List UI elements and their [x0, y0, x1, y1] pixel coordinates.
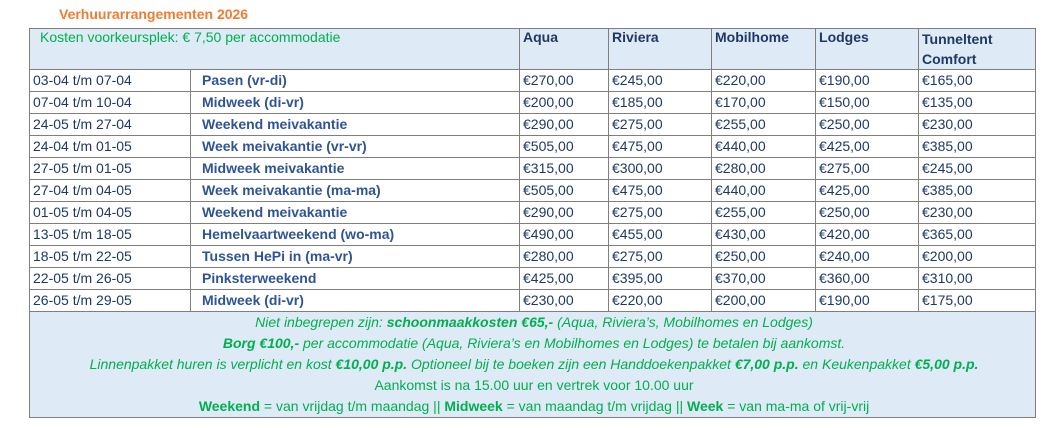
price-lodges: €425,00 — [816, 136, 919, 158]
price-aqua: €200,00 — [520, 92, 609, 114]
row-period: Tussen HePi in (ma-vr) — [191, 246, 520, 268]
row-dates: 03-04 t/m 07-04 — [30, 70, 191, 92]
rates-table — [29, 28, 1036, 418]
table-row — [30, 290, 1036, 312]
price-mobilhome: €250,00 — [712, 246, 816, 268]
price-riviera: €395,00 — [609, 268, 712, 290]
price-aqua: €505,00 — [520, 136, 609, 158]
row-period: Midweek (di-vr) — [191, 92, 520, 114]
table-row — [30, 268, 1036, 290]
row-dates: 24-05 t/m 27-04 — [30, 114, 191, 136]
price-tunneltent: €385,00 — [919, 180, 1036, 202]
price-tunneltent: €230,00 — [919, 202, 1036, 224]
price-riviera: €300,00 — [609, 158, 712, 180]
row-period: Week meivakantie (ma-ma) — [191, 180, 520, 202]
price-lodges: €240,00 — [816, 246, 919, 268]
price-tunneltent: €230,00 — [919, 114, 1036, 136]
price-mobilhome: €200,00 — [712, 290, 816, 312]
price-riviera: €220,00 — [609, 290, 712, 312]
table-row — [30, 224, 1036, 246]
price-mobilhome: €370,00 — [712, 268, 816, 290]
price-aqua: €290,00 — [520, 114, 609, 136]
row-period: Pinksterweekend — [191, 268, 520, 290]
price-riviera: €185,00 — [609, 92, 712, 114]
row-dates: 26-05 t/m 29-05 — [30, 290, 191, 312]
price-tunneltent: €175,00 — [919, 290, 1036, 312]
note-not-included: Niet inbegrepen zijn: schoonmaakkosten €65,- (Aqua, Riviera’s, Mobilhomes en Lodges) — [255, 314, 813, 330]
note-linen: Linnenpakket huren is verplicht en kost €10,00 p.p. Optioneel bij te boeken zijn een Handdoekenpakket €7,00 p.p. en Keukenpakket €5,00 p.p. — [89, 356, 979, 372]
row-period: Midweek meivakantie — [191, 158, 520, 180]
row-dates: 18-05 t/m 22-05 — [30, 246, 191, 268]
row-dates: 27-05 t/m 01-05 — [30, 158, 191, 180]
price-tunneltent: €310,00 — [919, 268, 1036, 290]
column-header-lodges: Lodges — [816, 29, 919, 70]
price-lodges: €360,00 — [816, 268, 919, 290]
table-row — [30, 180, 1036, 202]
price-lodges: €190,00 — [816, 70, 919, 92]
row-period: Midweek (di-vr) — [191, 290, 520, 312]
price-lodges: €275,00 — [816, 158, 919, 180]
note-definitions: Weekend = van vrijdag t/m maandag || Midweek = van maandag t/m vrijdag || Week = van ma-ma of vrij-vrij — [198, 398, 870, 414]
table-row — [30, 202, 1036, 224]
price-aqua: €290,00 — [520, 202, 609, 224]
note-arrival: Aankomst is na 15.00 uur en vertrek voor 10.00 uur — [374, 377, 694, 393]
price-mobilhome: €255,00 — [712, 202, 816, 224]
price-lodges: €190,00 — [816, 290, 919, 312]
row-dates: 22-05 t/m 26-05 — [30, 268, 191, 290]
price-lodges: €250,00 — [816, 114, 919, 136]
table-header-row — [30, 29, 1036, 70]
price-aqua: €505,00 — [520, 180, 609, 202]
notes-section — [30, 312, 1036, 418]
price-riviera: €455,00 — [609, 224, 712, 246]
table-row — [30, 70, 1036, 92]
note-deposit: Borg €100,- per accommodatie (Aqua, Riviera’s en Mobilhomes en Lodges) te betalen bij aankomst. — [222, 335, 846, 351]
column-header-aqua: Aqua — [520, 29, 609, 70]
price-tunneltent: €245,00 — [919, 158, 1036, 180]
table-row — [30, 92, 1036, 114]
price-tunneltent: €165,00 — [919, 70, 1036, 92]
price-aqua: €315,00 — [520, 158, 609, 180]
price-tunneltent: €200,00 — [919, 246, 1036, 268]
row-dates: 13-05 t/m 18-05 — [30, 224, 191, 246]
price-riviera: €245,00 — [609, 70, 712, 92]
price-mobilhome: €280,00 — [712, 158, 816, 180]
price-aqua: €425,00 — [520, 268, 609, 290]
cost-note: Kosten voorkeursplek: € 7,50 per accommodatie — [30, 29, 520, 70]
row-period: Week meivakantie (vr-vr) — [191, 136, 520, 158]
price-mobilhome: €170,00 — [712, 92, 816, 114]
table-row — [30, 158, 1036, 180]
price-mobilhome: €440,00 — [712, 180, 816, 202]
price-mobilhome: €255,00 — [712, 114, 816, 136]
row-period: Pasen (vr-di) — [191, 70, 520, 92]
price-riviera: €475,00 — [609, 180, 712, 202]
price-aqua: €280,00 — [520, 246, 609, 268]
price-riviera: €275,00 — [609, 114, 712, 136]
row-period: Hemelvaartweekend (wo-ma) — [191, 224, 520, 246]
price-lodges: €420,00 — [816, 224, 919, 246]
row-period: Weekend meivakantie — [191, 114, 520, 136]
price-lodges: €425,00 — [816, 180, 919, 202]
row-dates: 24-04 t/m 01-05 — [30, 136, 191, 158]
price-riviera: €475,00 — [609, 136, 712, 158]
column-header-riviera: Riviera — [609, 29, 712, 70]
row-dates: 01-05 t/m 04-05 — [30, 202, 191, 224]
price-aqua: €270,00 — [520, 70, 609, 92]
table-row — [30, 246, 1036, 268]
column-header-mobilhome: Mobilhome — [712, 29, 816, 70]
price-riviera: €275,00 — [609, 246, 712, 268]
price-aqua: €230,00 — [520, 290, 609, 312]
page-title: Verhuurarrangementen 2026 — [59, 6, 249, 22]
price-tunneltent: €135,00 — [919, 92, 1036, 114]
price-tunneltent: €385,00 — [919, 136, 1036, 158]
price-lodges: €250,00 — [816, 202, 919, 224]
row-dates: 07-04 t/m 10-04 — [30, 92, 191, 114]
price-mobilhome: €430,00 — [712, 224, 816, 246]
row-dates: 27-04 t/m 04-05 — [30, 180, 191, 202]
price-mobilhome: €220,00 — [712, 70, 816, 92]
price-lodges: €150,00 — [816, 92, 919, 114]
price-riviera: €275,00 — [609, 202, 712, 224]
table-row — [30, 114, 1036, 136]
table-row — [30, 136, 1036, 158]
column-header-tunneltent: Tunneltent Comfort — [919, 29, 1036, 70]
price-aqua: €490,00 — [520, 224, 609, 246]
row-period: Weekend meivakantie — [191, 202, 520, 224]
price-tunneltent: €365,00 — [919, 224, 1036, 246]
price-mobilhome: €440,00 — [712, 136, 816, 158]
